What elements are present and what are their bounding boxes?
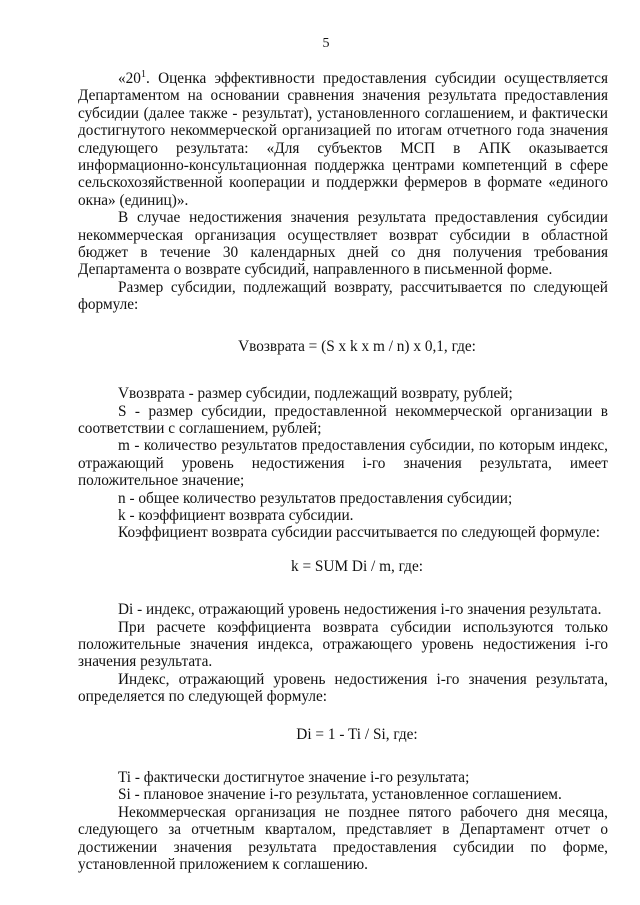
definition-s: S - размер субсидии, предоставленной некоммерческой организации в соответствии с соглашением, рублей; xyxy=(78,402,608,437)
paragraph-return: В случае недостижения значения результата предоставления субсидии некоммерческая организация осуществляет возврат субсидии в областной бюджет в течение 30 календарных дней со дня получения требования Департамента о возврате субсидий, направленного в письменной форме. xyxy=(78,209,608,279)
page-number: 5 xyxy=(322,36,330,51)
paragraph-index: Индекс, отражающий уровень недостижения i-го значения результата, определяется по следующей формуле: xyxy=(78,670,608,706)
definition-di: Di - индекс, отражающий уровень недостижения i-го значения результата. xyxy=(118,601,602,619)
paragraph-report: Некоммерческая организация не позднее пятого рабочего дня месяца, следующего за отчетным кварталом, представляет в Департамент отчет о достижении значения результата предоставления субсидии по форме, установленной приложением к соглашению. xyxy=(78,803,608,874)
definition-ti: Ti - фактически достигнутое значение i-го результата; xyxy=(118,769,470,786)
formula-di: Di = 1 - Ti / Si, где: xyxy=(296,725,418,743)
paragraph-coefficient: Коэффициент возврата субсидии рассчитывается по следующей формуле: xyxy=(118,524,600,542)
document-body xyxy=(78,70,608,873)
definition-n: n - общее количество результатов предоставления субсидии; xyxy=(118,489,513,507)
definition-si: Si - плановое значение i-го результата, установленное соглашением. xyxy=(118,786,562,804)
paragraph-positive: При расчете коэффициента возврата субсидии используются только положительные значения индекса, отражающего уровень недостижения i-го значения результата. xyxy=(78,618,608,671)
definition-v: Vвозврата - размер субсидии, подлежащий возврату, рублей; xyxy=(118,385,513,403)
definition-m: m - количество результатов предоставления субсидии, по которым индекс, отражающий уровень недостижения i-го значения результата, имеет положительное значение; xyxy=(78,437,608,490)
paragraph-20 xyxy=(78,70,608,209)
paragraph-size: Размер субсидии, подлежащий возврату, рассчитывается по следующей формуле: xyxy=(78,278,608,314)
definition-k: k - коэффициент возврата субсидии. xyxy=(118,506,354,524)
formula-k: k = SUM Di / m, где: xyxy=(291,557,423,575)
paragraph-20-prefix: «20 xyxy=(118,70,141,87)
paragraph-20-text: . Оценка эффективности предоставления субсидии осуществляется Департаментом на основании сравнения значения результата предоставления субсидии (далее также - результат), установленного соглашением, и фактически достигнутого некоммерческой организацией по итогам отчетного года значения следующего результата: «Для субъектов МСП в АПК оказывается информационно-консультационная поддержка центрами компетенций в сфере сельскохозяйственной кооперации и поддержки фермеров в формате «единого окна» (единиц)». xyxy=(78,70,608,209)
formula-v-return: Vвозврата = (S x k x m / n) x 0,1, где: xyxy=(238,337,476,355)
paragraph-20-superscript: 1 xyxy=(140,68,146,80)
